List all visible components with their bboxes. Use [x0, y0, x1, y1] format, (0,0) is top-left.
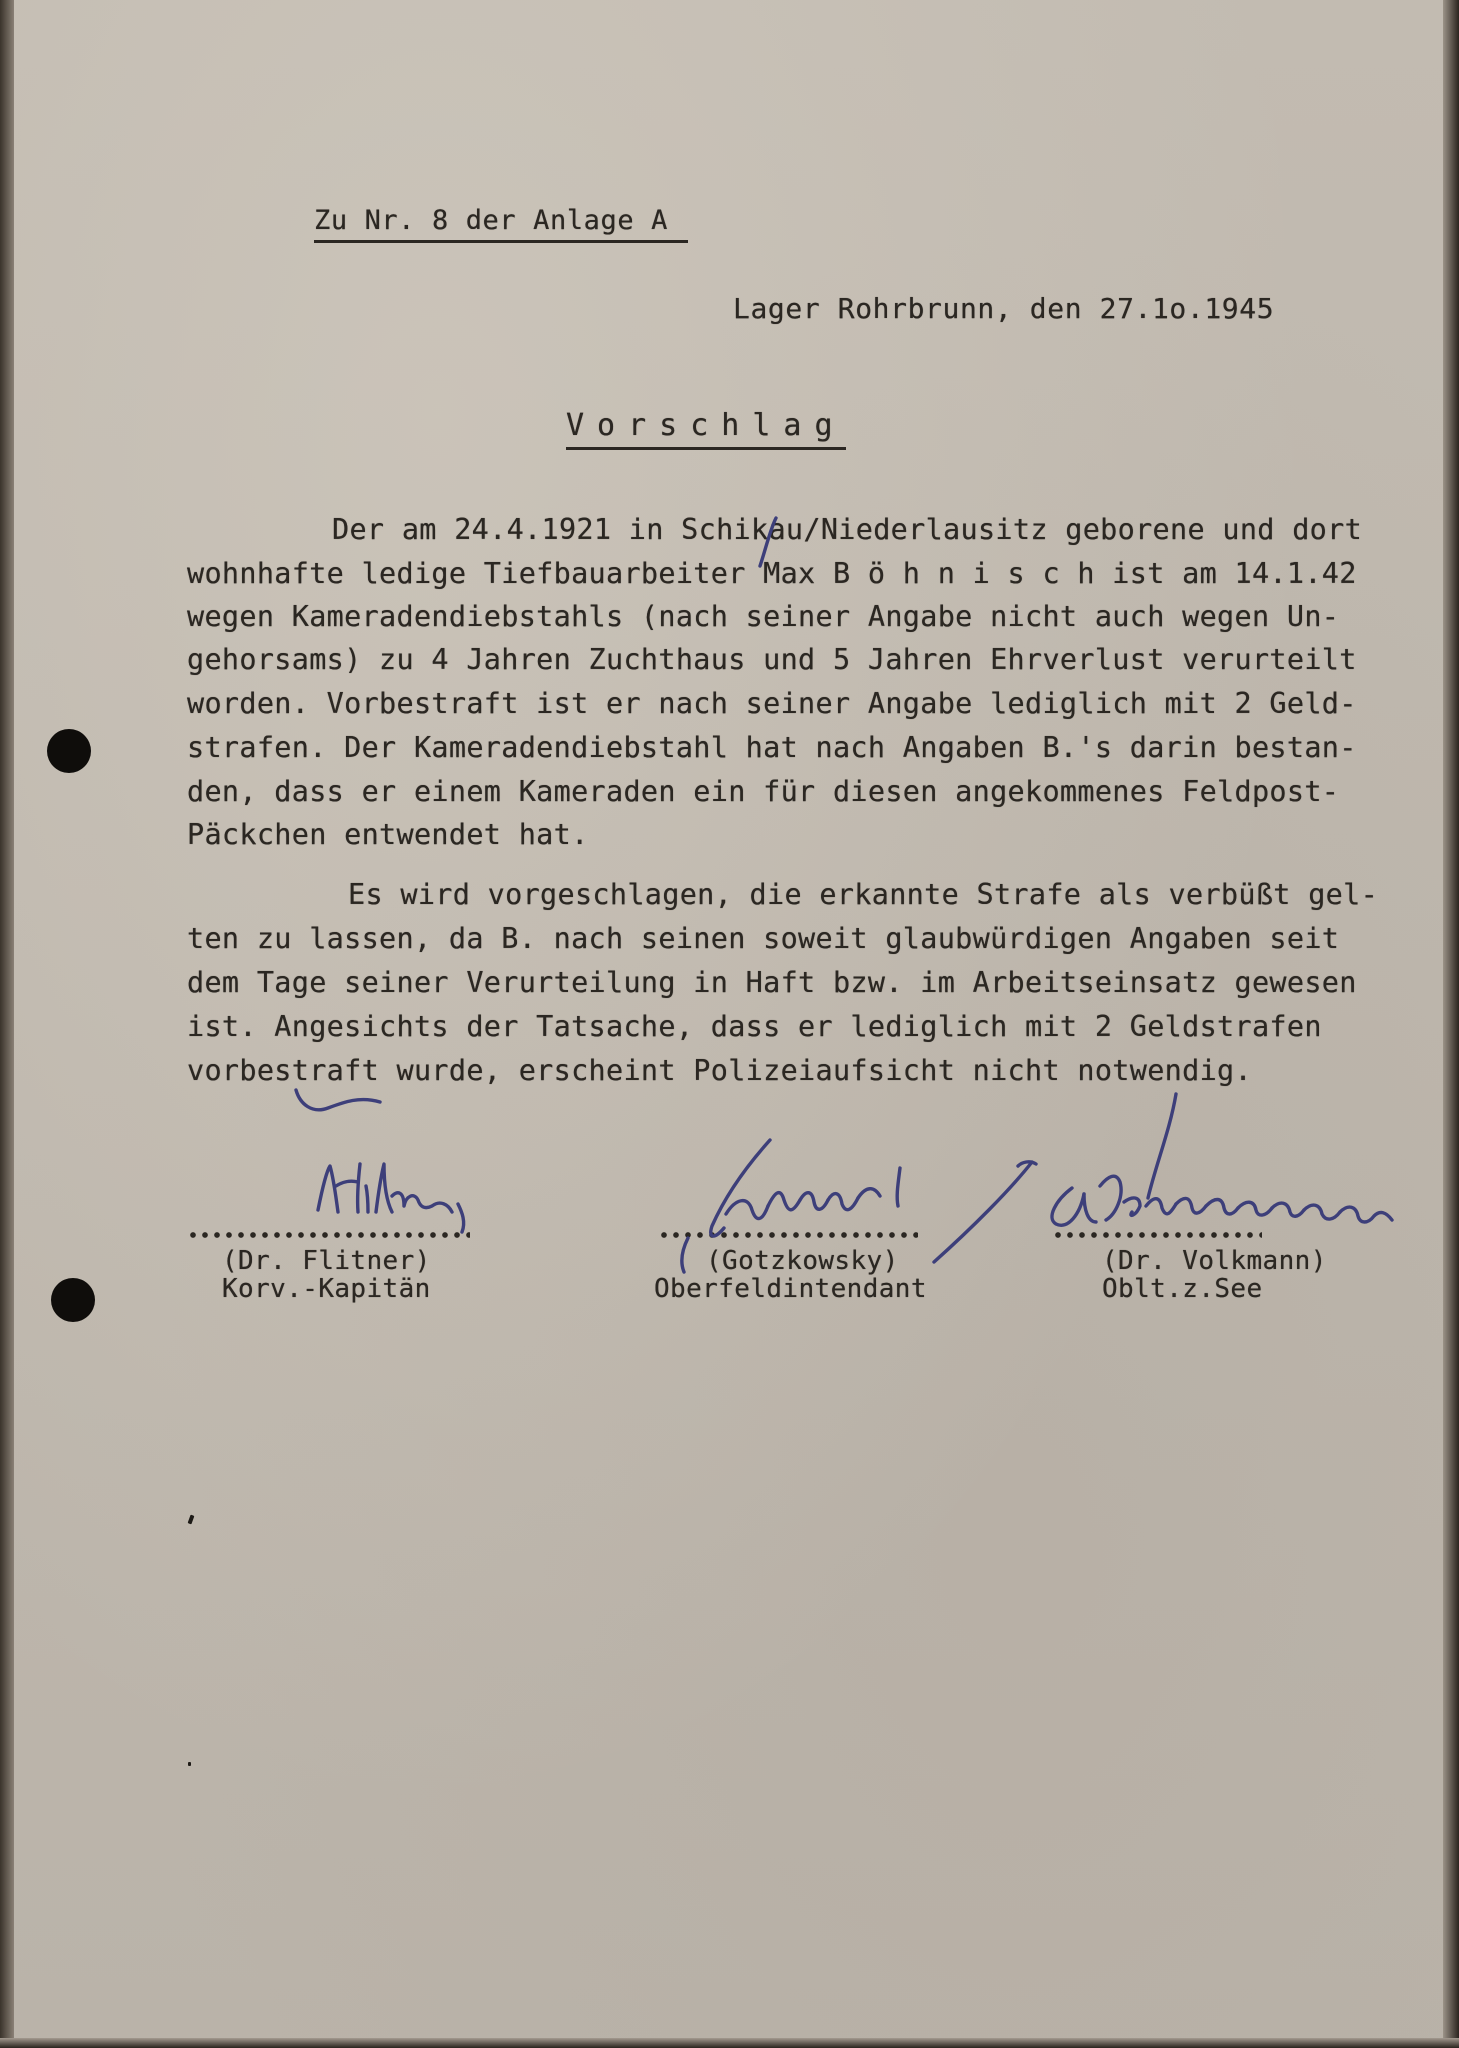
- signatory-rank: Oblt.z.See: [1102, 1274, 1263, 1304]
- signature-flitner-icon: [318, 1164, 464, 1232]
- signatory-name: (Dr. Volkmann): [1102, 1246, 1327, 1276]
- signature-dotted-line: [1052, 1231, 1262, 1239]
- paragraph-line: den, dass er einem Kameraden ein für diesen angekommenes Feldpost-: [187, 775, 1340, 808]
- paragraph-line: wohnhafte ledige Tiefbauarbeiter Max B ö h n i s c h ist am 14.1.42: [187, 557, 1357, 590]
- paragraph-line: strafen. Der Kameradendiebstahl hat nach Angaben B.'s darin bestan-: [187, 731, 1357, 764]
- punch-hole-top: [47, 729, 91, 773]
- signatory-rank: Oberfeldintendant: [654, 1274, 927, 1304]
- correction-mark-icon: [296, 1090, 380, 1110]
- paragraph-line: worden. Vorbestraft ist er nach seiner Angabe lediglich mit 2 Geld-: [187, 687, 1357, 720]
- signatory-rank: Korv.-Kapitän: [222, 1274, 431, 1304]
- paragraph-line: Päckchen entwendet hat.: [187, 818, 589, 851]
- paragraph-line: Es wird vorgeschlagen, die erkannte Strafe als verbüßt gel-: [348, 878, 1379, 911]
- paper-speck: [188, 1762, 191, 1766]
- paper-speck: [188, 1515, 195, 1525]
- punch-hole-bottom: [51, 1278, 95, 1322]
- signature-dotted-line: [658, 1231, 918, 1239]
- paragraph-line: gehorsams) zu 4 Jahren Zuchthaus und 5 Jahren Ehrverlust verurteilt: [187, 643, 1357, 676]
- paragraph-line: dem Tage seiner Verurteilung in Haft bzw. im Arbeitseinsatz gewesen: [187, 966, 1357, 999]
- signatory-name: (Dr. Flitner): [222, 1246, 431, 1276]
- place-date: Lager Rohrbrunn, den 27.1o.1945: [733, 292, 1275, 325]
- paragraph-line: vorbestraft wurde, erscheint Polizeiaufsicht nicht notwendig.: [187, 1054, 1252, 1087]
- page-edge-left: [0, 0, 14, 2048]
- page-edge-bottom: [0, 2038, 1459, 2048]
- document-title: Vorschlag: [566, 408, 846, 450]
- signatory-name: (Gotzkowsky): [706, 1246, 899, 1276]
- signature-dotted-line: [187, 1231, 470, 1239]
- paragraph-line: ist. Angesichts der Tatsache, dass er lediglich mit 2 Geldstrafen: [187, 1010, 1322, 1043]
- paragraph-line: ten zu lassen, da B. nach seinen soweit glaubwürdigen Angaben seit: [187, 922, 1340, 955]
- signature-volkmann-icon: [1052, 1094, 1392, 1225]
- page-edge-right: [1443, 0, 1459, 2048]
- reference-line: Zu Nr. 8 der Anlage A: [314, 205, 688, 243]
- paragraph-line: Der am 24.4.1921 in Schikau/Niederlausitz geborene und dort: [332, 513, 1363, 546]
- paragraph-line: wegen Kameradendiebstahls (nach seiner Angabe nicht auch wegen Un-: [187, 600, 1340, 633]
